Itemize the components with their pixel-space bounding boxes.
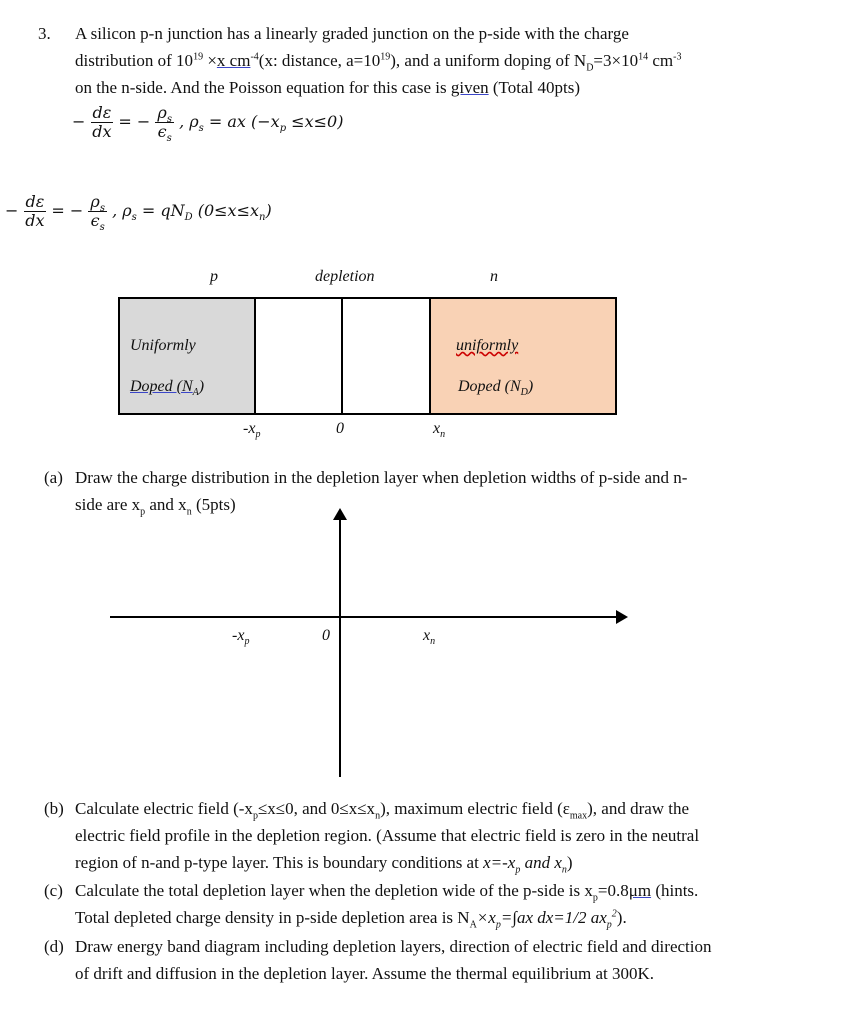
x-axis bbox=[110, 616, 620, 618]
depletion-right-box bbox=[341, 297, 431, 415]
y-axis-arrow bbox=[333, 508, 347, 520]
part-c-line-1: Calculate the total depletion layer when the depletion wide of the p-side is $x_p=0.8\mu m$ (hints. bbox=[75, 881, 699, 904]
part-a-line-1: Draw the charge distribution in the depletion layer when depletion widths of p-side and n- bbox=[75, 468, 688, 487]
label-p: p bbox=[210, 268, 218, 285]
label-depletion: depletion bbox=[315, 268, 375, 285]
part-b-label: (b) bbox=[44, 799, 64, 818]
x-axis-arrow bbox=[616, 610, 628, 624]
label-n: n bbox=[490, 268, 498, 285]
part-b-line-1: Calculate electric field ($-x_p\le x\le 0$, and $0\le x\le x_n$), maximum electric field $(\varepsilon_{max})$, and draw the bbox=[75, 799, 690, 822]
poisson-equation-n-side: − $\frac{d\varepsilon}{dx}$ = − $\frac{\rho_s}{є_s}$ , $\rho_s = qN_D$ $(0\le x\le x_n)$ bbox=[5, 192, 272, 234]
poisson-equation-p-side: − $\frac{d\varepsilon}{dx}$ = − $\frac{\rho_s}{є_s}$ , $\rho_s$ = ax $(-x_p \le x\le 0)$ bbox=[72, 103, 344, 145]
part-b-line-2: electric field profile in the depletion region. (Assume that electric field is zero in the neutral bbox=[75, 826, 700, 845]
part-a-line-2: side are $x_p$ and $x_n$ (5pts) bbox=[75, 495, 236, 518]
depletion-left-box bbox=[254, 297, 343, 415]
part-d-label: (d) bbox=[44, 937, 64, 956]
part-c-line-2: Total depleted charge density in p-side depletion area is $N_A\times x_p=\int ax$ dx=1/2 $ax_p^2$). bbox=[75, 908, 627, 931]
part-d-line-2: of drift and diffusion in the depletion layer. Assume the thermal equilibrium at 300K. bbox=[75, 964, 654, 983]
axis-tick-xn: $x_n$ bbox=[423, 627, 436, 648]
intro-line-3: on the n-side. And the Poisson equation for this case is given (Total 40pts) bbox=[75, 78, 580, 97]
part-b-line-3: region of n-and p-type layer. This is boundary conditions at $x=-x_p$ and $x_n$) bbox=[75, 853, 573, 876]
intro-line-1: A silicon p-n junction has a linearly graded junction on the p-side with the charge bbox=[75, 24, 629, 43]
p-region-label-1: Uniformly bbox=[130, 337, 196, 354]
part-a-label: (a) bbox=[44, 468, 63, 487]
p-region-label-2: Doped $(N_A)$ bbox=[130, 378, 205, 399]
problem-number: 3. bbox=[38, 24, 51, 43]
axis-tick-neg-xp: $-x_p$ bbox=[232, 627, 250, 648]
part-c-label: (c) bbox=[44, 881, 63, 900]
n-region-label-1: uniformly bbox=[456, 337, 519, 354]
part-d-line-1: Draw energy band diagram including depletion layers, direction of electric field and direction bbox=[75, 937, 712, 956]
y-axis bbox=[339, 516, 341, 777]
diagram-tick-neg-xp: $-x_p$ bbox=[243, 420, 261, 441]
p-region-box bbox=[118, 297, 256, 415]
intro-line-2: distribution of $10^{19} \times x$ $cm^{-4}(x$: distance, $a=10^{19}$), and a uniform doping of $N_D=3\times 10^{14}$ $cm^{-3}$ bbox=[75, 51, 682, 74]
n-region-label-2: Doped $(N_D)$ bbox=[458, 378, 534, 399]
axis-origin: 0 bbox=[322, 627, 330, 644]
diagram-tick-zero: 0 bbox=[336, 420, 344, 437]
diagram-tick-xn: $x_n$ bbox=[433, 420, 446, 441]
